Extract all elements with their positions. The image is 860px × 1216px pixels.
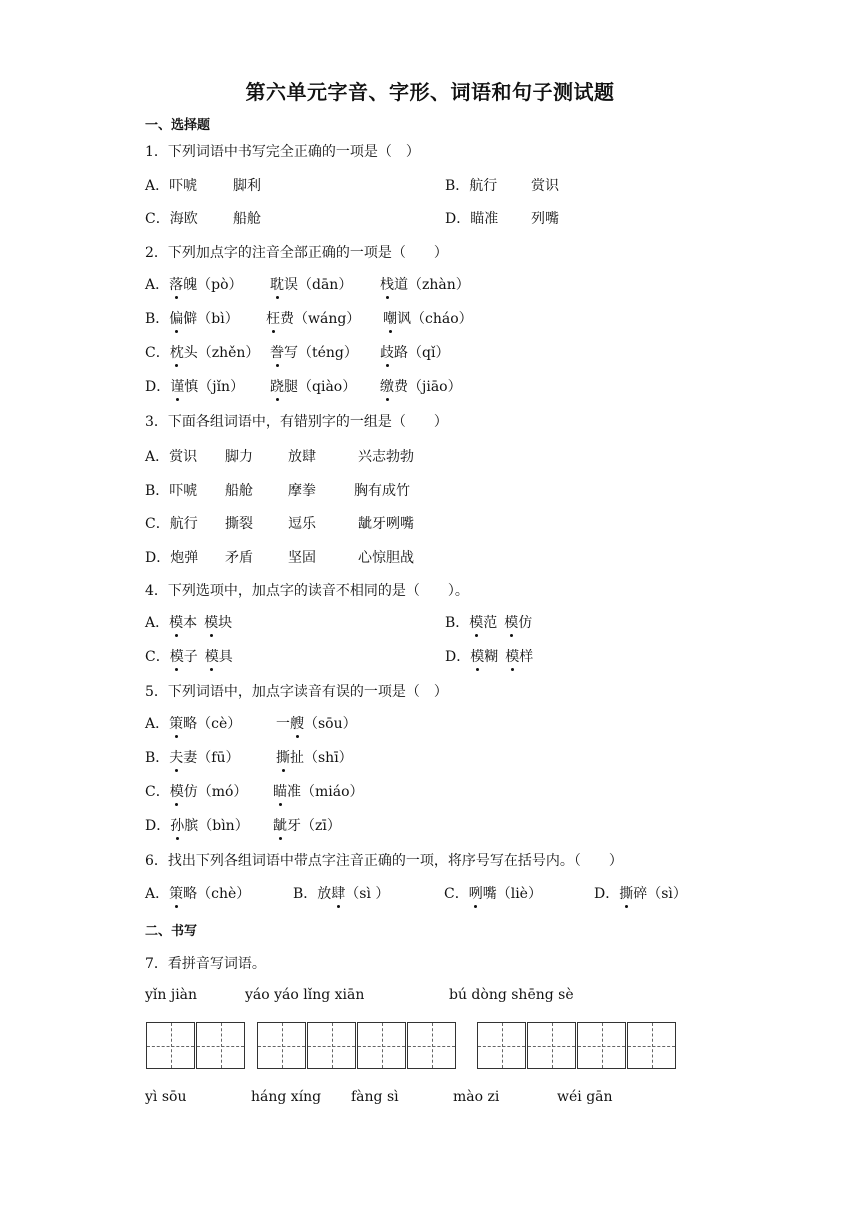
option-label: A． [145, 277, 170, 293]
word-rest: 牙（zī） [287, 818, 341, 834]
word-rest: 嘴（liè） [482, 886, 542, 902]
question-5-stem: 5．下列词语中，加点字读音有误的一项是（ ） [145, 684, 448, 700]
section-heading-choice: 一、选择题 [145, 118, 211, 133]
writing-box[interactable] [357, 1022, 406, 1069]
pinyin-prompt: háng xíng [251, 1089, 322, 1105]
word: D．炮弹 [145, 550, 199, 566]
word-rest: 写（téng） [284, 345, 358, 361]
writing-box[interactable] [407, 1022, 456, 1069]
dotted-char: 缴 [380, 376, 394, 396]
word: 船舱 [225, 483, 253, 499]
word-rest: 本 [183, 615, 198, 631]
dotted-char: 枕 [170, 342, 184, 362]
word-rest: 糊 [484, 649, 499, 665]
pinyin-prompt: bú dòng shēng sè [449, 987, 574, 1003]
option-c-word-2: 船舱 [233, 211, 261, 227]
writing-box[interactable] [527, 1022, 576, 1069]
pinyin-prompt: fàng sì [351, 1089, 399, 1105]
word: 兴志勃勃 [358, 449, 414, 465]
word-rest: 范 [483, 615, 498, 631]
option-label: C． [444, 886, 469, 902]
dotted-char: 跷 [270, 376, 284, 396]
dotted-char: 落 [169, 274, 183, 294]
dotted-char: 模 [170, 781, 184, 801]
option-b-word-2: 赏识 [531, 178, 559, 194]
word-rest: 误（dān） [284, 277, 353, 293]
writing-box[interactable] [196, 1022, 245, 1069]
word: 脚力 [225, 449, 253, 465]
word-rest: 膑（bìn） [184, 818, 249, 834]
word-rest: （sì ） [345, 886, 390, 902]
option-label: C． [145, 784, 170, 800]
word-rest: 慎（jǐn） [184, 379, 245, 395]
option-label: B．放 [293, 886, 332, 902]
word: 矛盾 [225, 550, 253, 566]
dotted-char: 撕 [619, 883, 633, 903]
question-1-stem: 1．下列词语中书写完全正确的一项是（ ） [145, 144, 420, 160]
option-label: D． [145, 379, 171, 395]
writing-box[interactable] [307, 1022, 356, 1069]
dotted-char: 栈 [380, 274, 394, 294]
option-label: B． [445, 615, 470, 631]
dotted-char: 枉 [266, 308, 280, 328]
dotted-char: 模 [469, 612, 483, 632]
dotted-char: 谨 [170, 376, 184, 396]
dotted-char: 模 [504, 612, 518, 632]
dotted-char: 孙 [170, 815, 184, 835]
word: 心惊胆战 [358, 550, 414, 566]
option-b-word-1: B．航行 [445, 178, 498, 194]
word-rest: 费（wáng） [280, 311, 361, 327]
section-heading-writing: 二、书写 [145, 924, 198, 939]
pinyin-prompt: yǐn jiàn [145, 987, 198, 1003]
writing-box[interactable] [146, 1022, 195, 1069]
word: C．航行 [145, 516, 198, 532]
dotted-char: 偏 [169, 308, 183, 328]
word: 龇牙咧嘴 [358, 516, 414, 532]
dotted-char: 撕 [276, 747, 290, 767]
dotted-char: 嘲 [383, 308, 397, 328]
option-c-word-1: C．海欧 [145, 211, 198, 227]
word: 坚固 [288, 550, 316, 566]
writing-box[interactable] [477, 1022, 526, 1069]
question-7-stem: 7．看拼音写词语。 [145, 956, 266, 972]
word: B．吓唬 [145, 483, 198, 499]
dotted-char: 誊 [270, 342, 284, 362]
word-rest: 道（zhàn） [394, 277, 470, 293]
dotted-char: 模 [470, 646, 484, 666]
option-d-word-1: D．瞄准 [445, 211, 499, 227]
word-rest: 样 [519, 649, 534, 665]
word-rest: 费（jiāo） [394, 379, 462, 395]
option-label: B． [145, 311, 170, 327]
dotted-char: 模 [204, 612, 218, 632]
pinyin-prompt: mào zi [453, 1089, 500, 1105]
dotted-char: 模 [505, 646, 519, 666]
word: A．赏识 [145, 449, 198, 465]
word-rest: 妻（fū） [183, 750, 240, 766]
word-rest: 腿（qiào） [284, 379, 357, 395]
word-rest: 略（cè） [183, 716, 242, 732]
writing-box[interactable] [627, 1022, 676, 1069]
word: 胸有成竹 [354, 483, 410, 499]
option-label: C． [145, 345, 170, 361]
option-label: D． [594, 886, 620, 902]
option-label: D． [445, 649, 471, 665]
word-rest: 一 [276, 716, 290, 732]
dotted-char: 肆 [331, 883, 345, 903]
option-a-word-2: 脚利 [233, 178, 261, 194]
word-rest: 头（zhěn） [183, 345, 260, 361]
word-rest: 讽（cháo） [397, 311, 473, 327]
dotted-char: 龇 [273, 815, 287, 835]
word: 放肆 [288, 449, 316, 465]
writing-box[interactable] [257, 1022, 306, 1069]
word-rest: 仿（mó） [183, 784, 248, 800]
question-4-stem: 4．下列选项中，加点字的读音不相同的是（ ）。 [145, 583, 469, 599]
dotted-char: 艘 [290, 713, 304, 733]
dotted-char: 歧 [380, 342, 394, 362]
word-rest: 路（qǐ） [394, 345, 450, 361]
word-rest: （sōu） [304, 716, 357, 732]
word-rest: 僻（bì） [183, 311, 239, 327]
word-rest: 仿 [518, 615, 533, 631]
pinyin-prompt: yáo yáo lǐng xiān [245, 987, 365, 1003]
word-rest: 子 [183, 649, 198, 665]
option-label: A． [145, 615, 170, 631]
question-2-stem: 2．下列加点字的注音全部正确的一项是（ ） [145, 245, 448, 261]
question-3-stem: 3．下面各组词语中，有错别字的一组是（ ） [145, 414, 448, 430]
dotted-char: 策 [169, 713, 183, 733]
word-rest: 具 [218, 649, 233, 665]
word-rest: 准（miáo） [287, 784, 364, 800]
dotted-char: 瞄 [273, 781, 287, 801]
dotted-char: 模 [170, 646, 184, 666]
dotted-char: 耽 [270, 274, 284, 294]
word: 撕裂 [225, 516, 253, 532]
option-label: C． [145, 649, 170, 665]
word-rest: 扯（shī） [290, 750, 353, 766]
page-title: 第六单元字音、字形、词语和句子测试题 [245, 80, 615, 104]
dotted-char: 咧 [469, 883, 483, 903]
word-rest: 块 [218, 615, 233, 631]
word: 逗乐 [288, 516, 316, 532]
dotted-char: 模 [205, 646, 219, 666]
option-a-word-1: A．吓唬 [145, 178, 198, 194]
option-label: B． [145, 750, 170, 766]
option-label: D． [145, 818, 171, 834]
dotted-char: 模 [169, 612, 183, 632]
word: 摩拳 [288, 483, 316, 499]
option-d-word-2: 列嘴 [531, 211, 559, 227]
dotted-char: 策 [169, 883, 183, 903]
pinyin-prompt: wéi gān [557, 1089, 613, 1105]
option-label: A． [145, 716, 170, 732]
word-rest: 略（chè） [183, 886, 251, 902]
writing-box[interactable] [577, 1022, 626, 1069]
pinyin-prompt: yì sōu [145, 1089, 187, 1105]
word-rest: 碎（sì） [633, 886, 687, 902]
word-rest: 魄（pò） [183, 277, 243, 293]
option-label: A． [145, 886, 170, 902]
dotted-char: 夫 [169, 747, 183, 767]
question-6-stem: 6．找出下列各组词语中带点字注音正确的一项，将序号写在括号内。（ ） [145, 853, 623, 869]
